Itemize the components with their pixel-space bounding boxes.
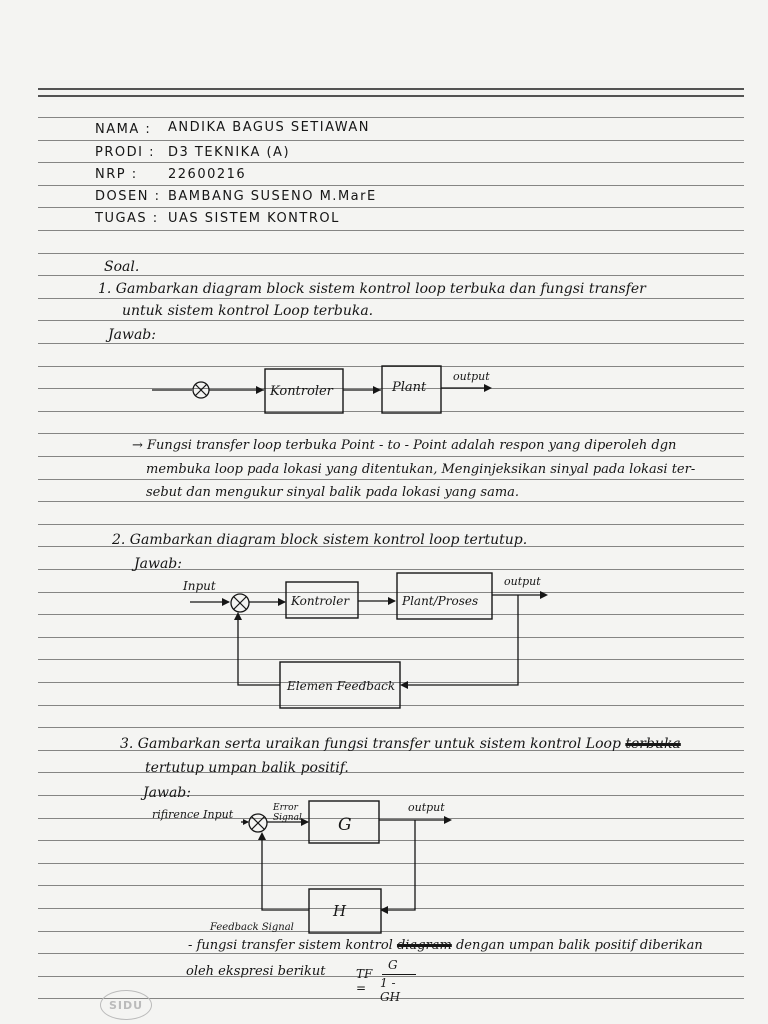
dosen-label: DOSEN : xyxy=(95,189,161,204)
q3-answer-b: dengan umpan balik positif diberikan xyxy=(455,938,703,953)
dosen-value: BAMBANG SUSENO M.MarE xyxy=(168,189,377,204)
nrp-value: 22600216 xyxy=(168,167,247,182)
q2-input-label: Input xyxy=(183,579,216,593)
q3-answer-struck: diagram xyxy=(396,938,452,953)
tugas-label: TUGAS : xyxy=(95,211,159,226)
q3-line1-text: 3. Gambarkan serta uraikan fungsi transfer untuk sistem kontrol Loop xyxy=(120,736,621,752)
q3-line2: tertutup umpan balik positif. xyxy=(145,760,349,776)
q2-output-label: output xyxy=(504,575,541,588)
q1-line1: 1. Gambarkan diagram block sistem kontrol loop terbuka dan fungsi transfer xyxy=(98,281,646,297)
tugas-value: UAS SISTEM KONTROL xyxy=(168,211,340,226)
nama-label: NAMA : xyxy=(95,122,152,137)
q1-line2: untuk sistem kontrol Loop terbuka. xyxy=(122,303,374,319)
prodi-label: PRODI : xyxy=(95,145,155,160)
q3-output-label: output xyxy=(408,801,445,814)
tf-denominator: 1 - GH xyxy=(380,976,401,1004)
q3-g-label: G xyxy=(338,815,352,835)
q3-feedback-label: Feedback Signal xyxy=(210,922,294,933)
q3-answer-line2: oleh ekspresi berikut xyxy=(186,964,326,979)
tf-fraction-bar xyxy=(382,974,416,975)
q1-answer-line2: membuka loop pada lokasi yang ditentukan, Menginjeksikan sinyal pada lokasi ter- xyxy=(146,462,696,477)
nama-value: ANDIKA BAGUS SETIAWAN xyxy=(168,120,371,135)
soal-label: Soal. xyxy=(104,259,140,275)
q1-jawab: Jawab: xyxy=(108,327,156,343)
q3-answer-a: - fungsi transfer sistem kontrol xyxy=(188,938,393,953)
q1-answer-line3: sebut dan mengukur sinyal balik pada lokasi yang sama. xyxy=(146,485,520,500)
q1-output-label: output xyxy=(453,370,490,383)
q1-plant-label: Plant xyxy=(392,380,427,395)
sidu-logo xyxy=(100,990,152,1020)
tf-numerator: G xyxy=(388,958,398,972)
q1-controller-label: Kontroler xyxy=(270,384,333,399)
q2-jawab: Jawab: xyxy=(134,556,182,572)
q3-line1-struck: terbuka xyxy=(625,736,681,752)
q3-signal-label: Signal xyxy=(273,813,302,823)
q3-answer-line1 xyxy=(188,938,703,953)
q3-h-label: H xyxy=(333,902,347,920)
nrp-label: NRP : xyxy=(95,167,138,182)
tf-lhs: TF = xyxy=(356,967,373,995)
prodi-value: D3 TEKNIKA (A) xyxy=(168,145,291,160)
q2-line1: 2. Gambarkan diagram block sistem kontrol loop tertutup. xyxy=(112,532,528,548)
q3-error-label: Error xyxy=(273,803,298,813)
q1-answer-line1: → Fungsi transfer loop terbuka Point - to - Point adalah respon yang diperoleh dgn xyxy=(132,438,677,453)
q3-reference-label: rifirence Input xyxy=(152,808,234,821)
logo-text: SIDU xyxy=(108,998,144,1012)
q2-controller-label: Kontroler xyxy=(291,594,350,608)
q2-feedback-label: Elemen Feedback xyxy=(287,679,396,693)
q2-plant-label: Plant/Proses xyxy=(402,594,479,608)
q3-jawab: Jawab: xyxy=(143,785,191,801)
